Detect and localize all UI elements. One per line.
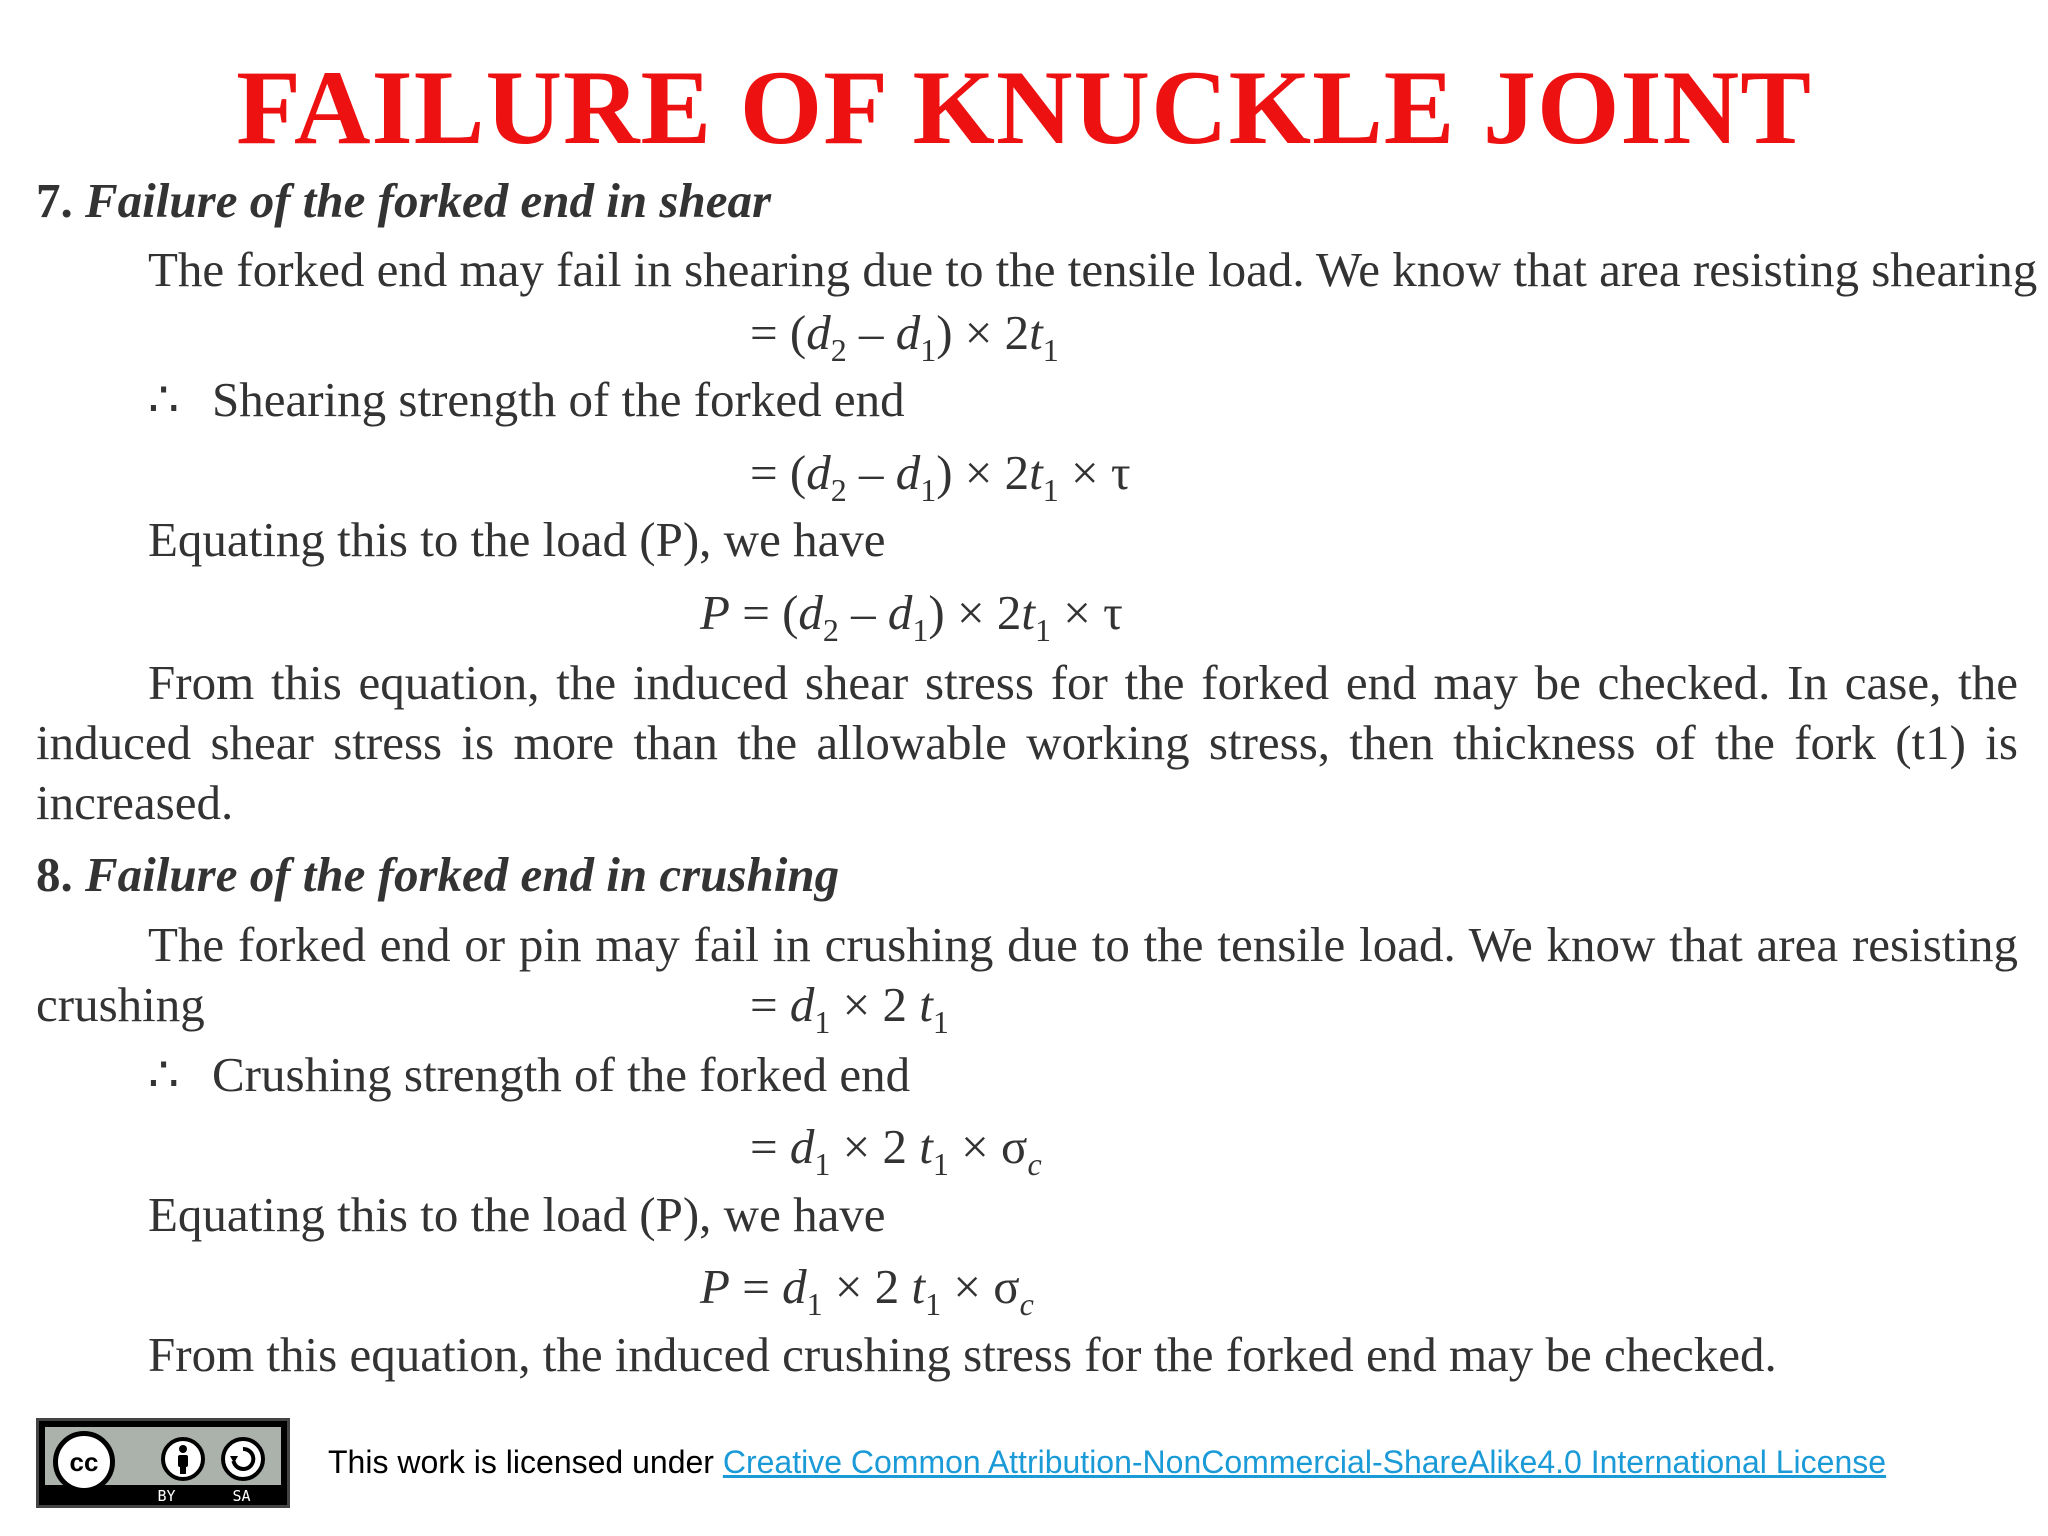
cc-logo-icon: cc (53, 1431, 115, 1493)
section-8-title: Failure of the forked end in crushing (85, 847, 840, 902)
license-text (328, 1444, 1886, 1481)
section-8-para1-line2: crushing (36, 977, 205, 1032)
section-7-para4-line2: induced shear stress is more than the allowable working stress, then thickness of the fork (t1) is (36, 715, 2018, 770)
section-8-heading (36, 847, 840, 902)
section-7-eq3: $P = (d_2 - d_1) \times 2t_1 \times \tau$ (700, 585, 1123, 648)
therefore-symbol: ∴ (148, 372, 180, 427)
cc-license-badge[interactable] (36, 1418, 290, 1508)
license-prefix: This work is licensed under (328, 1444, 723, 1480)
section-8-line2: ∴ Crushing strength of the forked end (148, 1047, 911, 1102)
share-alike-icon (221, 1437, 265, 1481)
share-alike-arrow-icon (228, 1444, 258, 1474)
cc-badge-labels (129, 1487, 279, 1505)
section-7-para1: The forked end may fail in shearing due to the tensile load. We know that area resisting shearing (148, 242, 2038, 297)
section-8-para1-line1: The forked end or pin may fail in crushing due to the tensile load. We know that area resisting (148, 917, 2018, 972)
section-7-line2: ∴ Shearing strength of the forked end (148, 372, 905, 427)
page-title: FAILURE OF KNUCKLE JOINT (236, 49, 1812, 166)
therefore-symbol: ∴ (148, 1047, 180, 1102)
section-8-eq1: = $d_1 \times 2$ $t_1$ (750, 977, 949, 1040)
footer (0, 1418, 2048, 1518)
section-8-line3: Equating this to the load (P), we have (148, 1187, 886, 1242)
section-7-title: Failure of the forked end in shear (85, 173, 772, 228)
attribution-icon (161, 1437, 205, 1481)
section-8-number: 8. (36, 847, 73, 902)
cc-by-label: BY (157, 1487, 176, 1505)
section-8-eq2: = $d_1 \times 2$ $t_1 \times \sigma_c$ (750, 1119, 1042, 1182)
section-7-number: 7. (36, 173, 73, 228)
person-icon (172, 1444, 194, 1474)
section-7-eq1: = $(d_2 - d_1) \times 2t_1$ (750, 305, 1059, 368)
cc-sa-label: SA (232, 1487, 251, 1505)
section-7-para4-line1: From this equation, the induced shear stress for the forked end may be checked. In case, the (148, 655, 2018, 710)
section-7-line3: Equating this to the load (P), we have (148, 512, 886, 567)
section-7-eq2: = $(d_2 - d_1) \times 2t_1 \times \tau$ (750, 445, 1131, 508)
section-8-line4: From this equation, the induced crushing stress for the forked end may be checked. (148, 1327, 1777, 1382)
license-link[interactable]: Creative Common Attribution-NonCommercial-ShareAlike4.0 International License (722, 1444, 1887, 1480)
section-8-eq3: $P = d_1 \times 2$ $t_1 \times \sigma_c$ (700, 1259, 1034, 1322)
section-7-heading (36, 173, 772, 228)
cc-badge-panel (45, 1427, 281, 1485)
section-7-para4-line3: increased. (36, 775, 234, 830)
